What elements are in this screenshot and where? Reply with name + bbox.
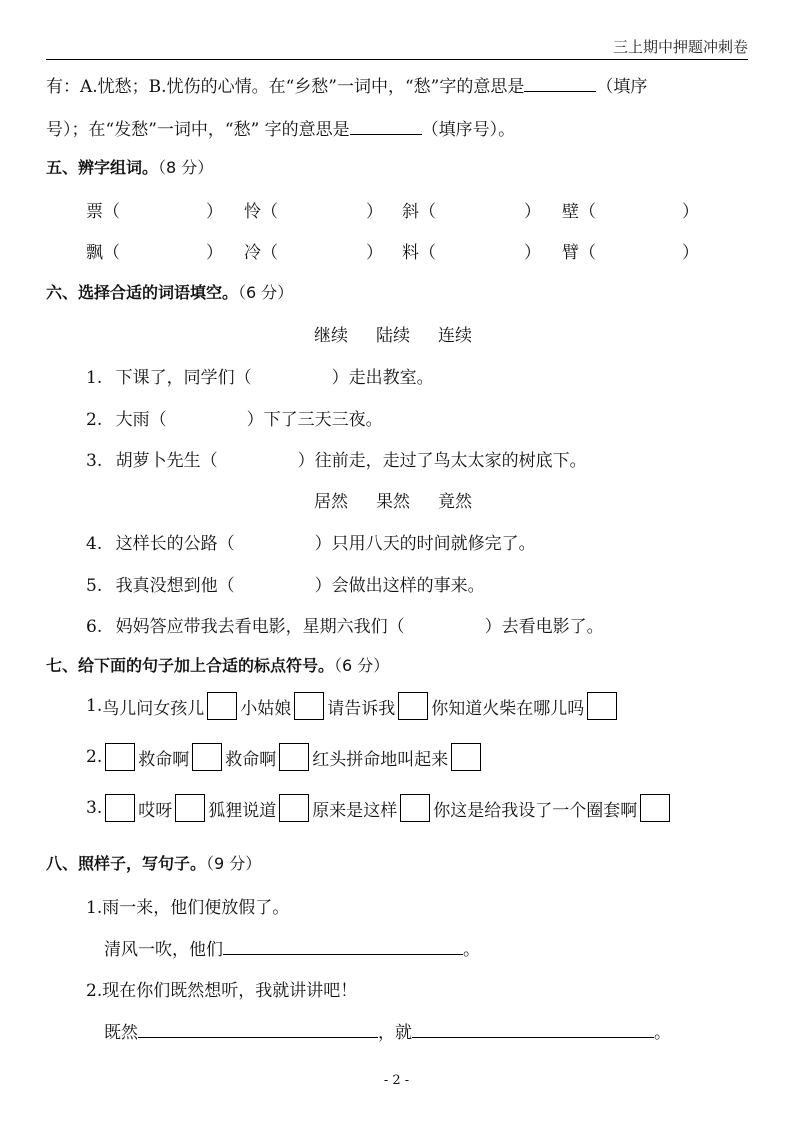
section-title [46, 851, 261, 874]
section-5-title: 五、辨字组词。 [46, 158, 159, 177]
item-number: 2. [86, 747, 103, 767]
prompt-text: 既然 [104, 1023, 138, 1043]
punctuation-sentence-3 [86, 791, 673, 825]
page-number: - 2 - [383, 1073, 410, 1088]
punctuation-box[interactable] [175, 794, 205, 822]
word-group-row-2 [86, 238, 706, 262]
paren-close: ） [524, 243, 541, 263]
item-number: 4. [86, 534, 103, 554]
sentence-part: 你这是给我设了一个圈套啊 [433, 800, 638, 821]
char-label: 料（ [402, 243, 436, 263]
char-label: 票（ [86, 202, 120, 222]
item-text: 大雨（ [115, 410, 167, 430]
item-text: ）走出教室。 [331, 368, 434, 388]
paren-close: ） [682, 202, 699, 222]
item-number: 2. [86, 410, 103, 430]
sentence-part: 原来是这样 [312, 800, 398, 821]
intro-text-2b: （填序号）。 [421, 120, 516, 140]
fill-item-5 [86, 571, 485, 596]
section-5-points: （8 分） [158, 158, 214, 177]
intro-text-1a: 有：A.忧愁；B.忧伤的心情。在“乡愁”一词中，“愁”字的意思是 [46, 77, 525, 97]
word-option: 居然 [314, 492, 348, 512]
word-options-1 [314, 321, 500, 346]
word-option: 连续 [438, 326, 472, 346]
paren-close: ） [206, 243, 223, 263]
item-number: 1. [86, 696, 103, 716]
paren-close: ） [206, 202, 223, 222]
punctuation-box[interactable] [207, 692, 237, 720]
item-text: 妈妈答应带我去看电影，星期六我们（ [115, 617, 405, 637]
prompt-text: ，就 [378, 1023, 412, 1043]
item-number: 5. [86, 576, 103, 596]
sentence-part: 哎呀 [138, 800, 173, 821]
char-label: 斜（ [402, 202, 436, 222]
char-label: 壁（ [562, 202, 596, 222]
item-text: ）只用八天的时间就修完了。 [314, 534, 536, 554]
punctuation-box[interactable] [294, 692, 324, 720]
word-option: 果然 [376, 492, 410, 512]
punctuation-box[interactable] [451, 743, 481, 771]
section-6-points: （6 分） [238, 283, 294, 302]
punctuation-box[interactable] [192, 743, 222, 771]
section-6-title: 六、选择合适的词语填空。 [46, 283, 239, 302]
intro-line-2 [46, 115, 515, 140]
sentence-part: 小姑娘 [240, 698, 292, 719]
item-number: 1. [86, 368, 103, 388]
sentence-part: 救命啊 [138, 749, 190, 770]
answer-blank[interactable] [350, 120, 422, 135]
char-label: 臂（ [562, 243, 596, 263]
fill-item-4 [86, 529, 536, 554]
punctuation-box[interactable] [640, 794, 670, 822]
sentence-part: 红头拼命地叫起来 [312, 749, 449, 770]
item-text: 胡萝卜先生（ [115, 451, 218, 471]
item-number: 3. [86, 798, 103, 818]
sentence-part: 鸟儿问女孩儿 [102, 698, 205, 719]
section-7-points: （6 分） [334, 656, 390, 675]
item-text: ）往前走，走过了鸟太太家的树底下。 [297, 451, 587, 471]
section-8-title: 八、照样子，写句子。 [46, 854, 207, 873]
fill-item-6 [86, 612, 604, 637]
header-rule [46, 59, 748, 60]
char-label: 飘（ [86, 243, 120, 263]
intro-text-1b: （填序 [596, 77, 648, 97]
section-title [46, 653, 389, 676]
section-title [46, 280, 293, 303]
word-option: 陆续 [376, 326, 410, 346]
sentence-part: 你知道火柴在哪儿吗 [431, 698, 585, 719]
word-group-row-1 [86, 197, 706, 221]
prompt-text: 清风一吹，他们 [104, 940, 223, 960]
punctuation-box[interactable] [279, 794, 309, 822]
punctuation-box[interactable] [105, 794, 135, 822]
answer-blank[interactable] [412, 1023, 654, 1038]
section-7-title: 七、给下面的句子加上合适的标点符号。 [46, 656, 335, 675]
header-title: 三上期中押题冲刺卷 [612, 38, 748, 56]
paren-close: ） [366, 243, 383, 263]
item-text: ）去看电影了。 [484, 617, 604, 637]
fill-item-3 [86, 446, 587, 471]
punctuation-box[interactable] [105, 743, 135, 771]
fill-item-1 [86, 363, 434, 388]
end-mark: 。 [654, 1023, 671, 1043]
item-text: ）下了三天三夜。 [246, 410, 383, 430]
intro-line-1 [46, 72, 647, 97]
section-8-points: （9 分） [206, 854, 262, 873]
char-label: 冷（ [244, 243, 278, 263]
item-number: 6. [86, 617, 103, 637]
punctuation-sentence-2 [86, 740, 484, 774]
sentence-part: 狐狸说道 [208, 800, 277, 821]
word-option: 继续 [314, 326, 348, 346]
paren-close: ） [682, 243, 699, 263]
punctuation-box[interactable] [400, 794, 430, 822]
paren-close: ） [366, 202, 383, 222]
example-sentence-1: 1.雨一来，他们便放假了。 [86, 898, 290, 918]
punctuation-box[interactable] [398, 692, 428, 720]
rewrite-line-1 [104, 935, 480, 960]
word-options-2 [314, 487, 500, 512]
sentence-part: 请告诉我 [327, 698, 396, 719]
answer-blank[interactable] [138, 1023, 378, 1038]
item-text: 我真没想到他（ [115, 576, 235, 596]
sentence-part: 救命啊 [225, 749, 277, 770]
intro-text-2a: 号）；在“发愁”一词中，“愁” 字的意思是 [46, 120, 350, 140]
item-number: 3. [86, 451, 103, 471]
section-title [46, 155, 213, 178]
rewrite-line-2 [104, 1018, 671, 1043]
example-sentence-2: 2.现在你们既然想听，我就讲讲吧！ [86, 981, 358, 1001]
word-option: 竟然 [438, 492, 472, 512]
item-text: 下课了，同学们（ [115, 368, 252, 388]
answer-blank[interactable] [524, 77, 596, 92]
punctuation-box[interactable] [587, 692, 617, 720]
answer-blank[interactable] [223, 940, 463, 955]
punctuation-sentence-1 [86, 689, 620, 723]
char-label: 怜（ [244, 202, 278, 222]
item-text: 这样长的公路（ [115, 534, 235, 554]
punctuation-box[interactable] [279, 743, 309, 771]
item-text: ）会做出这样的事来。 [314, 576, 485, 596]
end-mark: 。 [463, 940, 480, 960]
paren-close: ） [524, 202, 541, 222]
fill-item-2 [86, 405, 383, 430]
